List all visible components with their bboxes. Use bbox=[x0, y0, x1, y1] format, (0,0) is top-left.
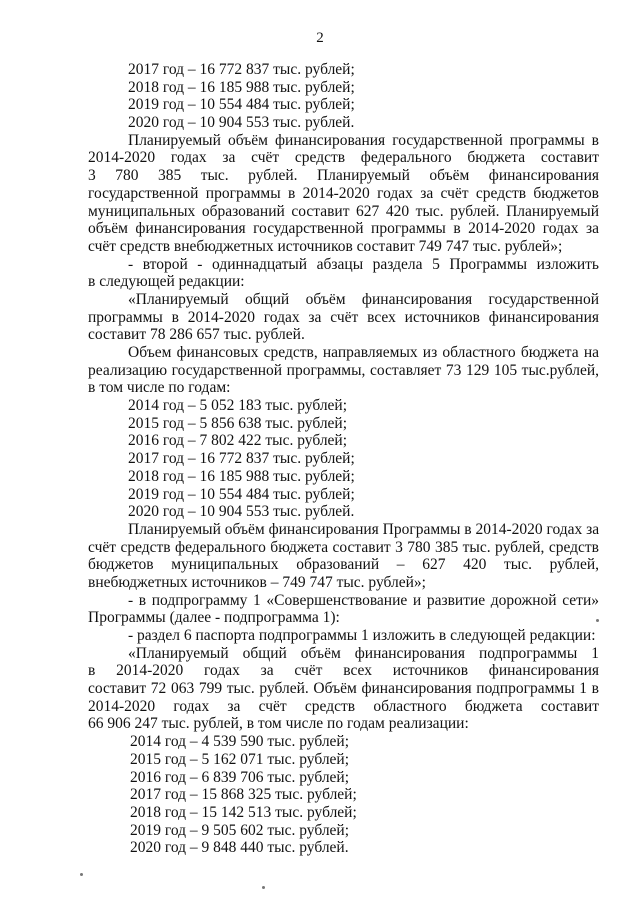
text-line: 2019 год – 9 505 602 тыс. рублей; bbox=[130, 821, 350, 839]
text-line: Планируемый объём финансирования государственной программы в bbox=[128, 131, 599, 149]
text-line: «Планируемый общий объём финансирования государственной bbox=[128, 290, 599, 308]
text-line: 2017 год – 16 772 837 тыс. рублей; bbox=[128, 450, 355, 468]
page-number: 2 bbox=[316, 30, 324, 46]
text-line: 2016 год – 6 839 706 тыс. рублей; bbox=[130, 768, 350, 786]
text-line: 2020 год – 10 904 553 тыс. рублей. bbox=[128, 114, 355, 132]
text-line: муниципальных образований составит 627 420 тыс. рублей. Планируемый bbox=[88, 202, 599, 220]
text-line: 2019 год – 10 554 484 тыс. рублей; bbox=[128, 485, 355, 503]
text-line: внебюджетных источников – 749 747 тыс. рублей»; bbox=[88, 573, 426, 591]
text-line: 2015 год – 5 856 638 тыс. рублей; bbox=[128, 414, 348, 432]
text-line: 2017 год – 16 772 837 тыс. рублей; bbox=[128, 61, 355, 78]
text-line: - раздел 6 паспорта подпрограммы 1 изложить в следующей редакции: bbox=[128, 627, 596, 644]
text-line: 2014 год – 4 539 590 тыс. рублей; bbox=[130, 733, 350, 751]
text-line: государственной программы в 2014-2020 годах за счёт средств бюджетов bbox=[88, 184, 599, 202]
text-line: 2019 год – 10 554 484 тыс. рублей; bbox=[128, 96, 355, 114]
scan-speck bbox=[80, 873, 83, 876]
text-line: - в подпрограмму 1 «Совершенствование и развитие дорожной сети» bbox=[128, 591, 599, 609]
text-line: бюджетов муниципальных образований – 627 420 тыс. рублей, bbox=[88, 556, 599, 574]
text-line: «Планируемый общий объём финансирования подпрограммы 1 bbox=[128, 644, 599, 662]
text-line: 2020 год – 9 848 440 тыс. рублей. bbox=[130, 839, 349, 857]
text-line: - второй - одиннадцатый абзацы раздела 5 Программы изложить bbox=[128, 255, 599, 273]
text-line: 2018 год – 16 185 988 тыс. рублей; bbox=[128, 467, 355, 485]
document-body bbox=[88, 61, 599, 857]
text-line: 2014 год – 5 052 183 тыс. рублей; bbox=[128, 397, 348, 415]
text-line: Программы (далее - подпрограмма 1): bbox=[88, 609, 340, 627]
text-line: 2017 год – 15 868 325 тыс. рублей; bbox=[130, 786, 357, 804]
text-line: 66 906 247 тыс. рублей, в том числе по годам реализации: bbox=[88, 715, 469, 733]
text-line: 2020 год – 10 904 553 тыс. рублей. bbox=[128, 503, 355, 521]
text-line: в 2014-2020 годах за счёт всех источников финансирования bbox=[88, 662, 599, 680]
text-line: программы в 2014-2020 годах за счёт всех источников финансирования bbox=[88, 308, 599, 326]
text-line: 2016 год – 7 802 422 тыс. рублей; bbox=[128, 432, 348, 450]
text-line: объём финансирования государственной программы в 2014-2020 годах за bbox=[88, 220, 599, 238]
text-line: в следующей редакции: bbox=[88, 273, 245, 291]
text-line: счёт средств федерального бюджета составит 3 780 385 тыс. рублей, средств bbox=[88, 538, 599, 556]
text-line: в том числе по годам: bbox=[88, 379, 231, 397]
text-line: 2015 год – 5 162 071 тыс. рублей; bbox=[130, 750, 350, 768]
text-line: Объем финансовых средств, направляемых из областного бюджета на bbox=[128, 344, 599, 361]
text-line: 2014-2020 годах за счёт средств областного бюджета составит bbox=[88, 697, 599, 715]
text-line: реализацию государственной программы, составляет 73 129 105 тыс.рублей, bbox=[88, 361, 599, 379]
scan-speck bbox=[596, 619, 599, 622]
text-line: Планируемый объём финансирования Программы в 2014-2020 годах за bbox=[128, 520, 599, 538]
text-line: составит 78 286 657 тыс. рублей. bbox=[88, 326, 305, 344]
text-line: счёт средств внебюджетных источников составит 749 747 тыс. рублей»; bbox=[88, 237, 563, 255]
text-line: 3 780 385 тыс. рублей. Планируемый объём финансирования bbox=[88, 167, 599, 185]
text-line: 2014-2020 годах за счёт средств федерального бюджета составит bbox=[88, 149, 599, 167]
scan-speck bbox=[262, 886, 265, 889]
text-line: 2018 год – 16 185 988 тыс. рублей; bbox=[128, 78, 355, 96]
text-line: составит 72 063 799 тыс. рублей. Объём финансирования подпрограммы 1 в bbox=[88, 680, 599, 698]
text-line: 2018 год – 15 142 513 тыс. рублей; bbox=[130, 803, 357, 821]
